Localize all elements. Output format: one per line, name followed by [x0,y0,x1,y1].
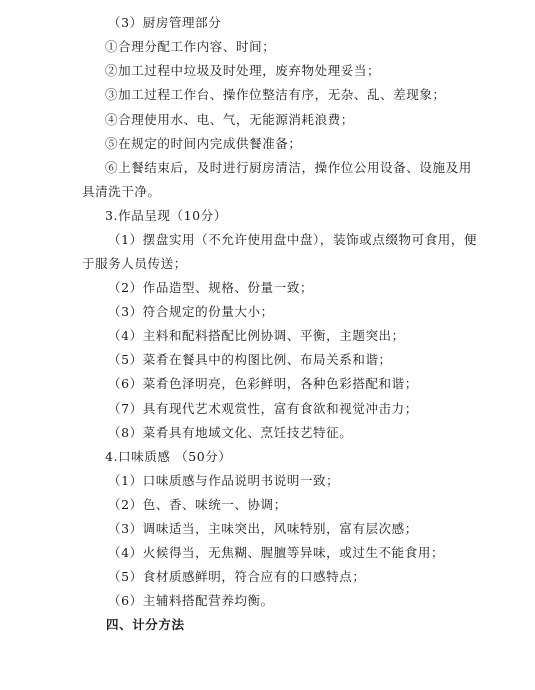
list-item: （4）火候得当，无焦糊、腥膻等异味，或过生不能食用； [108,545,445,560]
list-item-continuation: 具清洗干净。 [82,184,161,199]
section-heading-taste: 4.口味质感 （50分） [105,449,232,464]
list-item: （1）口味质感与作品说明书说明一致； [108,473,340,488]
list-item: （2）色、香、味统一、协调； [108,497,287,512]
list-item: （3）符合规定的份量大小； [108,304,274,319]
section-heading-kitchen-management: （3）厨房管理部分 [108,15,222,30]
section-heading-scoring-method: 四、计分方法 [106,617,185,632]
section-heading-presentation: 3.作品呈现（10分） [105,208,227,223]
list-item: （4）主料和配料搭配比例协调、平衡，主题突出； [108,328,405,343]
list-item: ⑤在规定的时间内完成供餐准备； [105,136,302,151]
list-item: （3）调味适当，主味突出，风味特别，富有层次感； [108,521,418,536]
list-item: （6）主辅料搭配营养均衡。 [108,593,274,608]
list-item: （5）菜肴在餐具中的构图比例、布局关系和谐； [108,352,392,367]
list-item: （1）摆盘实用（不允许使用盘中盘），装饰或点缀物可食用，便 [108,232,478,247]
list-item: （5）食材质感鲜明，符合应有的口感特点； [108,569,366,584]
list-item: ②加工过程中垃圾及时处理，废弃物处理妥当； [105,63,381,78]
list-item: ⑥上餐结束后，及时进行厨房清洁，操作位公用设备、设施及用 [105,160,472,175]
list-item: （7）具有现代艺术观赏性，富有食欲和视觉冲击力； [108,401,418,416]
list-item-continuation: 于服务人员传送； [82,256,187,271]
list-item: ④合理使用水、电、气，无能源消耗浪费； [105,112,354,127]
list-item: （2）作品造型、规格、份量一致； [108,280,314,295]
list-item: （8）菜肴具有地域文化、烹饪技艺特征。 [108,425,353,440]
list-item: ③加工过程工作台、操作位整洁有序，无杂、乱、差现象； [105,87,446,102]
list-item: （6）菜肴色泽明亮，色彩鲜明，各种色彩搭配和谐； [108,376,418,391]
list-item: ①合理分配工作内容、时间； [105,39,276,54]
